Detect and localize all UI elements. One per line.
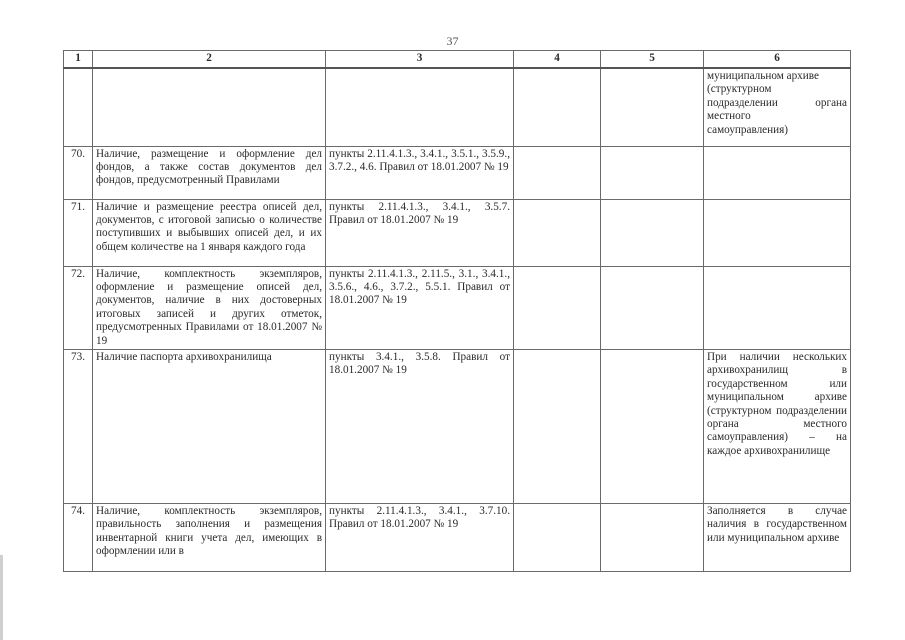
- row-number-cell: 72.: [64, 266, 93, 349]
- empty-cell: [601, 349, 704, 503]
- empty-cell: [601, 503, 704, 571]
- page-number: 37: [446, 34, 459, 48]
- note-cell: [704, 146, 851, 199]
- table-row: [64, 199, 851, 266]
- note-line: (структурном: [707, 83, 772, 96]
- column-header: 6: [704, 51, 851, 69]
- reference-cell: пункты 2.11.4.1.3., 3.4.1., 3.5.7. Правил от 18.01.2007 № 19: [326, 199, 514, 266]
- scan-edge-mark: [0, 555, 3, 640]
- row-number-cell: 73.: [64, 349, 93, 503]
- note-line: местного: [707, 110, 751, 123]
- note-line: самоуправления): [707, 123, 788, 136]
- row-number-cell: 74.: [64, 503, 93, 571]
- note-cell: [704, 266, 851, 349]
- empty-cell: [514, 266, 601, 349]
- table-row: [64, 349, 851, 503]
- reference-cell: [326, 68, 514, 146]
- table-row: [64, 146, 851, 199]
- reference-cell: пункты 3.4.1., 3.5.8. Правил от 18.01.2007 № 19: [326, 349, 514, 503]
- reference-cell: пункты 2.11.4.1.3., 3.4.1., 3.5.1., 3.5.9., 3.7.2., 4.6. Правил от 18.01.2007 № 19: [326, 146, 514, 199]
- column-header: 4: [514, 51, 601, 69]
- column-header: 2: [93, 51, 326, 69]
- empty-cell: [514, 199, 601, 266]
- column-header: 1: [64, 51, 93, 69]
- empty-cell: [601, 199, 704, 266]
- note-line: муниципальном архиве: [707, 70, 819, 82]
- requirement-cell: Наличие и размещение реестра описей дел, документов, с итоговой записью о количестве поступивших и выбывших описей дел, и их общем количестве на 1 января каждого года: [93, 199, 326, 266]
- requirement-cell: [93, 68, 326, 146]
- table-row: [64, 503, 851, 571]
- note-cell: [704, 68, 851, 146]
- note-line: подразделении органа: [707, 96, 847, 109]
- empty-cell: [514, 146, 601, 199]
- table-header-row: [64, 51, 851, 69]
- empty-cell: [601, 68, 704, 146]
- checklist-table: [63, 50, 851, 572]
- row-number-cell: 71.: [64, 199, 93, 266]
- table-row-continuation: [64, 68, 851, 146]
- column-header: 3: [326, 51, 514, 69]
- note-cell: Заполняется в случае наличия в государственном или муниципальном архиве: [704, 503, 851, 571]
- table-row: [64, 266, 851, 349]
- requirement-cell: Наличие, комплектность экземпляров, оформление и размещение описей дел, документов, наличие в них достоверных итоговых записей и других отметок, предусмотренных Правилами от 18.01.2007 № 19: [93, 266, 326, 349]
- note-cell: [704, 199, 851, 266]
- note-cell: При наличии нескольких архивохранилищ в государственном или муниципальном архиве (структурном подразделении органа местного самоуправления) – на каждое архивохранилище: [704, 349, 851, 503]
- row-number-cell: 70.: [64, 146, 93, 199]
- empty-cell: [514, 503, 601, 571]
- column-header: 5: [601, 51, 704, 69]
- requirement-cell: Наличие паспорта архивохранилища: [93, 349, 326, 503]
- empty-cell: [514, 349, 601, 503]
- empty-cell: [514, 68, 601, 146]
- requirement-cell: Наличие, комплектность экземпляров, правильность заполнения и размещения инвентарной книги учета дел, имеющих в оформлении или в: [93, 503, 326, 571]
- requirement-cell: Наличие, размещение и оформление дел фондов, а также состав документов дел фондов, предусмотренный Правилами: [93, 146, 326, 199]
- empty-cell: [601, 146, 704, 199]
- row-number-cell: [64, 68, 93, 146]
- empty-cell: [601, 266, 704, 349]
- reference-cell: пункты 2.11.4.1.3., 2.11.5., 3.1., 3.4.1., 3.5.6., 4.6., 3.7.2., 5.5.1. Правил от 18.01.2007 № 19: [326, 266, 514, 349]
- reference-cell: пункты 2.11.4.1.3., 3.4.1., 3.7.10. Правил от 18.01.2007 № 19: [326, 503, 514, 571]
